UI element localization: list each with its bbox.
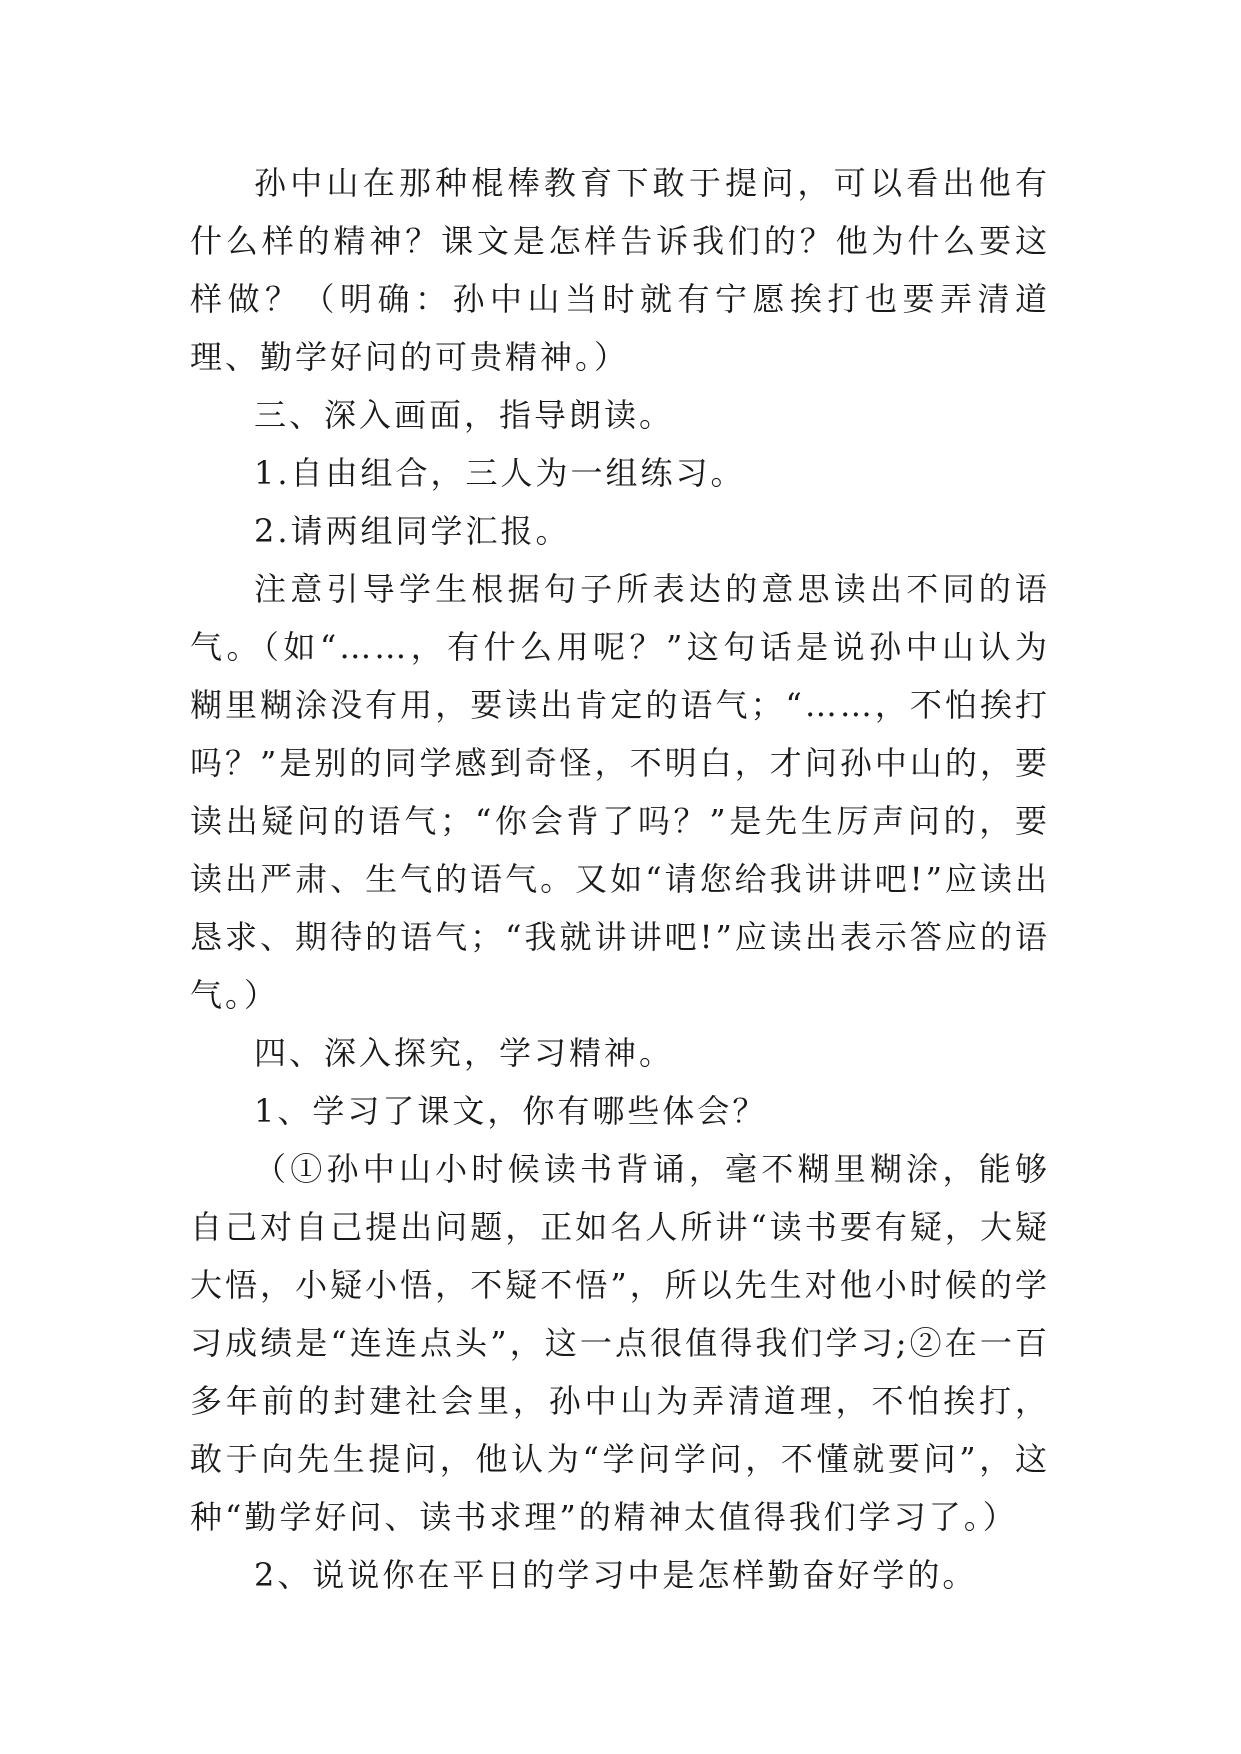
list-item-personal-study: 2、说说你在平日的学习中是怎样勤奋好学的。: [254, 1556, 978, 1594]
section-heading-inquiry: 四、深入探究，学习精神。: [254, 1034, 675, 1072]
paragraph-reflection-answer: （①孙中山小时候读书背诵，毫不糊里糊涂，能够自己对自己提出问题，正如名人所讲“读书要有疑，大疑大悟，小疑小悟，不疑不悟”，所以先生对他小时候的学习成绩是“连连点头”，这一点很值得我们学习;②在一百多年前的封建社会里，孙中山为弄清道理，不怕挨打，敢于向先生提问，他认为“学问学问，不懂就要问”，这种“勤学好问、读书求理”的精神太值得我们学习了。）: [190, 1150, 1050, 1536]
paragraph-tone-guidance: 注意引导学生根据句子所表达的意思读出不同的语气。（如“……，有什么用呢？”这句话是说孙中山认为糊里糊涂没有用，要读出肯定的语气；“……，不怕挨打吗？”是别的同学感到奇怪，不明白，才问孙中山的，要读出疑问的语气；“你会背了吗？”是先生厉声问的，要读出严肃、生气的语气。又如“请您给我讲讲吧!”应读出恳求、期待的语气；“我就讲讲吧!”应读出表示答应的语气。）: [190, 570, 1050, 1014]
list-item-group-report: 2.请两组同学汇报。: [254, 512, 571, 550]
list-item-reflection-question: 1、学习了课文，你有哪些体会？: [254, 1092, 768, 1130]
section-heading-reading-guidance: 三、深入画面，指导朗读。: [254, 396, 675, 434]
list-item-group-practice: 1.自由组合，三人为一组练习。: [254, 454, 746, 492]
paragraph-sun-zhongshan-spirit: 孙中山在那种棍棒教育下敢于提问，可以看出他有什么样的精神？课文是怎样告诉我们的？他为什么要这样做？（明确：孙中山当时就有宁愿挨打也要弄清道理、勤学好问的可贵精神。）: [190, 164, 1050, 376]
document-body: [190, 154, 1050, 1604]
